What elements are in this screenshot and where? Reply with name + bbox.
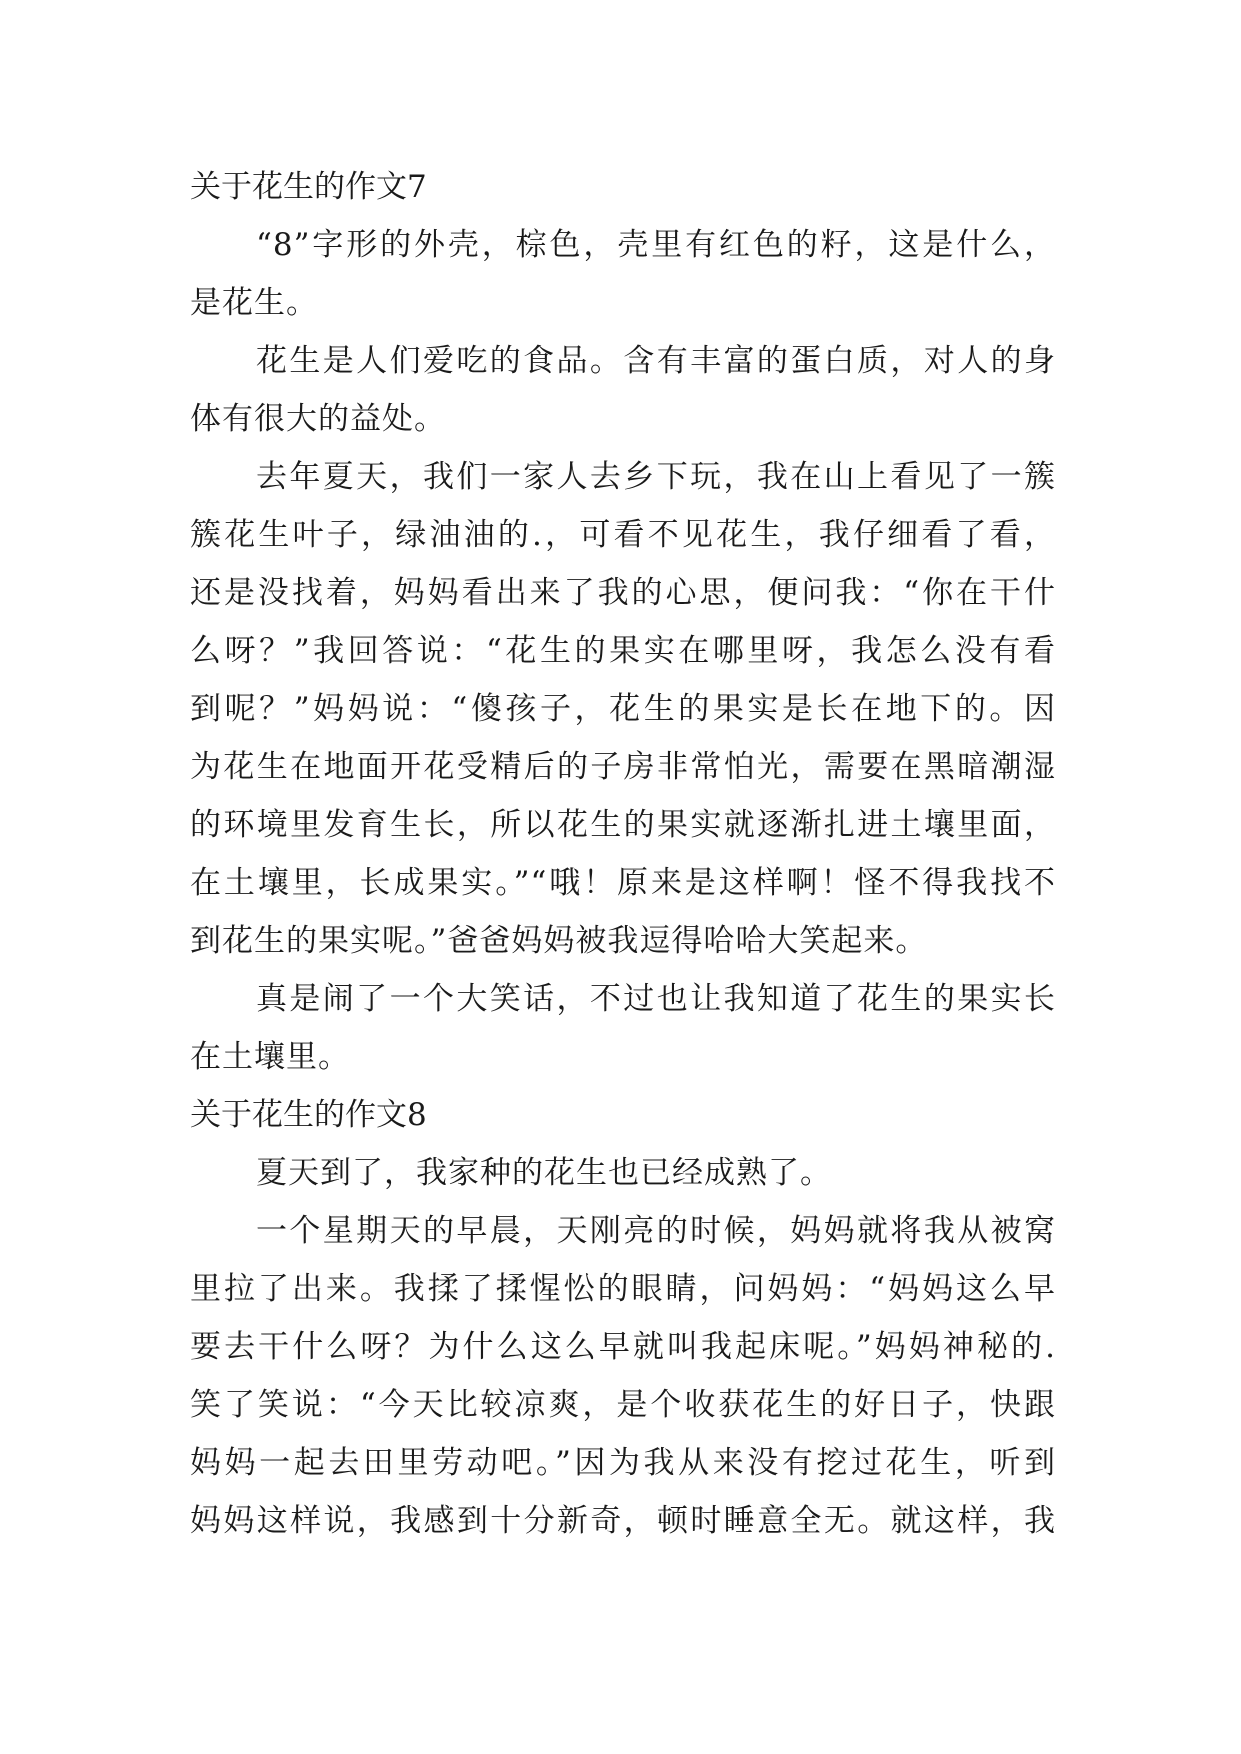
text-line: 笑了笑说：“今天比较凉爽，是个收获花生的好日子，快跟 xyxy=(190,1387,1056,1423)
text-line: 的环境里发育生长，所以花生的果实就逐渐扎进土壤里面， xyxy=(190,807,1056,843)
text-line: 夏天到了，我家种的花生也已经成熟了。 xyxy=(256,1155,832,1191)
paragraph xyxy=(190,448,1056,970)
section-title: 关于花生的作文8 xyxy=(190,1097,427,1133)
text-line: 体有很大的益处。 xyxy=(190,401,446,437)
text-line: 妈妈一起去田里劳动吧。”因为我从来没有挖过花生，听到 xyxy=(190,1445,1056,1481)
text-line: 在土壤里，长成果实。”“哦！原来是这样啊！怪不得我找不 xyxy=(190,865,1056,901)
text-line: 花生是人们爱吃的食品。含有丰富的蛋白质，对人的身 xyxy=(256,343,1056,379)
text-line: 里拉了出来。我揉了揉惺忪的眼睛，问妈妈：“妈妈这么早 xyxy=(190,1271,1056,1307)
paragraph xyxy=(190,970,1056,1086)
paragraph xyxy=(190,216,1056,332)
text-line: “8”字形的外壳，棕色，壳里有红色的籽，这是什么， xyxy=(256,227,1056,263)
text-line: 簇花生叶子，绿油油的.，可看不见花生，我仔细看了看， xyxy=(190,517,1056,553)
text-line: 还是没找着，妈妈看出来了我的心思，便问我：“你在干什 xyxy=(190,575,1056,611)
text-line: 妈妈这样说，我感到十分新奇，顿时睡意全无。就这样，我 xyxy=(190,1503,1056,1539)
paragraph xyxy=(190,1144,1056,1202)
section-title: 关于花生的作文7 xyxy=(190,169,427,205)
text-line: 在土壤里。 xyxy=(190,1039,350,1075)
paragraph xyxy=(190,332,1056,448)
text-line: 到呢？”妈妈说：“傻孩子，花生的果实是长在地下的。因 xyxy=(190,691,1056,727)
text-line: 到花生的果实呢。”爸爸妈妈被我逗得哈哈大笑起来。 xyxy=(190,923,928,959)
text-line: 去年夏天，我们一家人去乡下玩，我在山上看见了一簇 xyxy=(256,459,1056,495)
text-line: 要去干什么呀？为什么这么早就叫我起床呢。”妈妈神秘的. xyxy=(190,1329,1056,1365)
paragraph xyxy=(190,1202,1056,1550)
text-line: 为花生在地面开花受精后的子房非常怕光，需要在黑暗潮湿 xyxy=(190,749,1056,785)
text-line: 是花生。 xyxy=(190,285,318,321)
text-line: 真是闹了一个大笑话，不过也让我知道了花生的果实长 xyxy=(256,981,1056,1017)
document-page xyxy=(190,158,1056,1550)
text-line: 么呀？”我回答说：“花生的果实在哪里呀，我怎么没有看 xyxy=(190,633,1056,669)
text-line: 一个星期天的早晨，天刚亮的时候，妈妈就将我从被窝 xyxy=(256,1213,1056,1249)
